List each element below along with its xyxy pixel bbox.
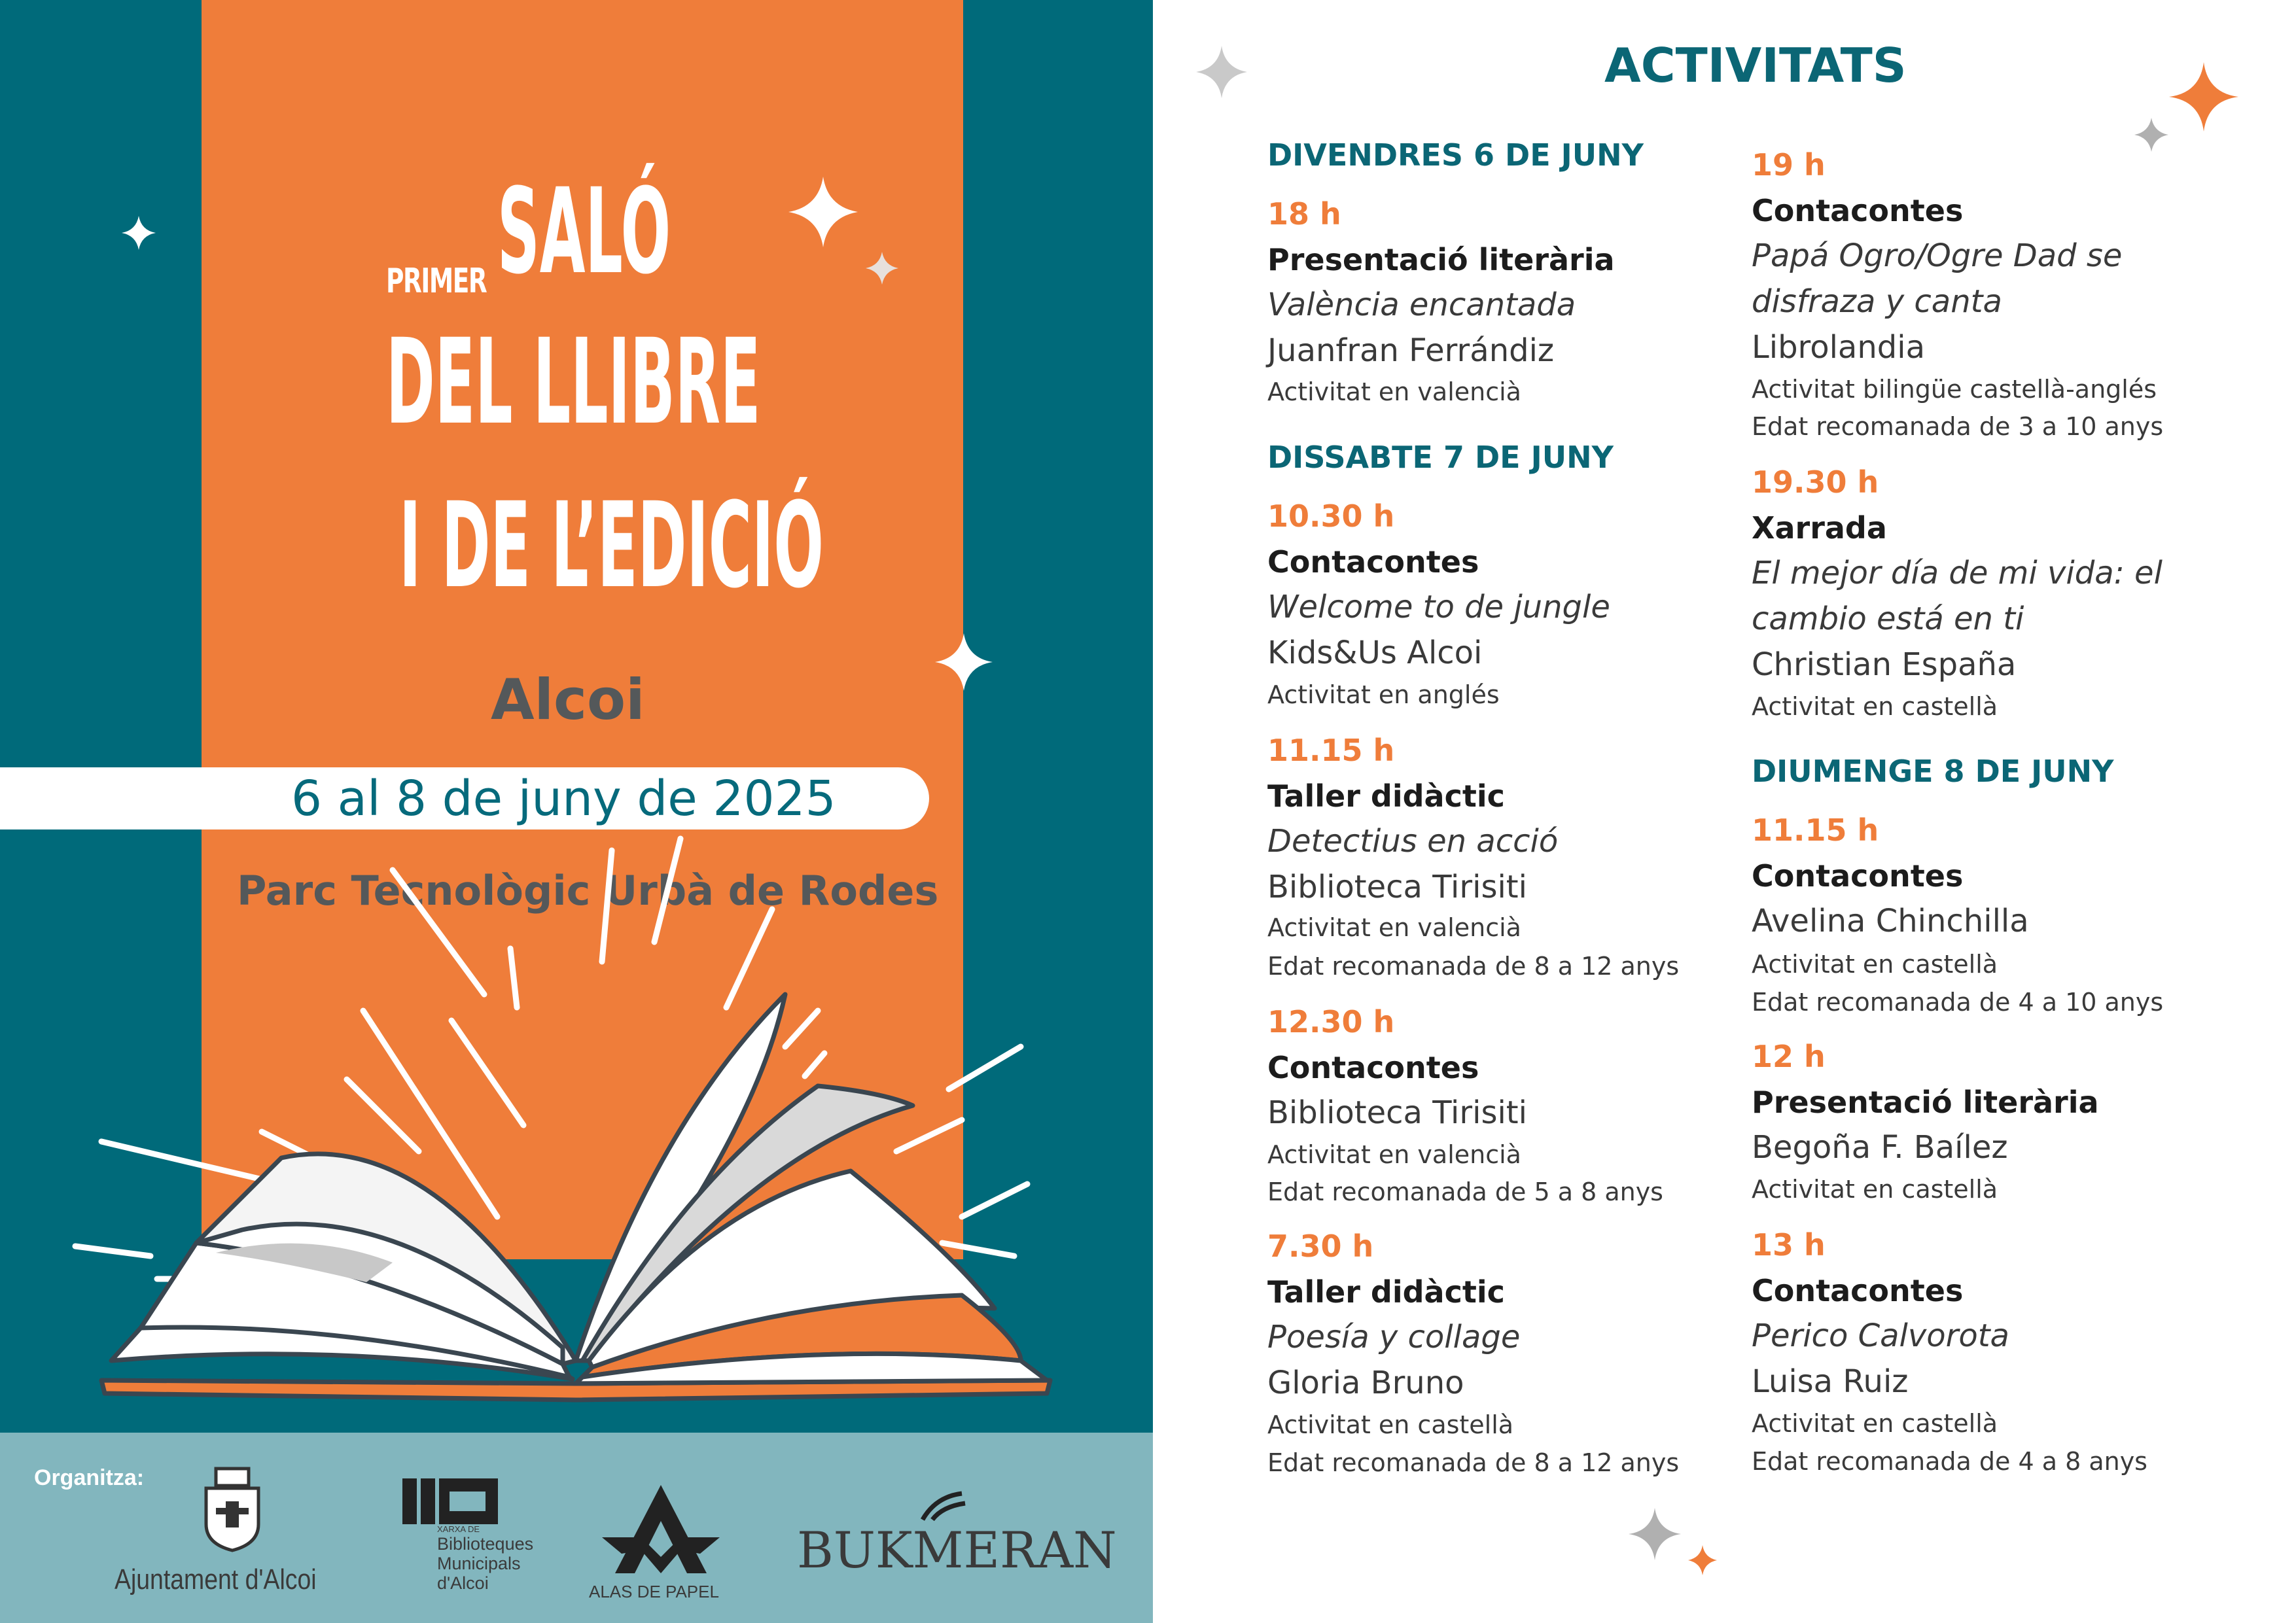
event-presenter: Christian España [1752,646,2017,683]
organizer-ajuntament-name: Ajuntament d'Alcoi [115,1563,317,1596]
open-book-illustration [0,824,1153,1433]
event-venue: Parc Tecnològic Urbà de Rodes [237,867,939,915]
sparkle-icon [935,633,993,691]
day-heading: DIVENDRES 6 DE JUNY [1267,137,1644,173]
event-note: Edat recomanada de 4 a 8 anys [1752,1447,2147,1476]
event-time: 18 h [1267,196,1341,232]
event-presenter: Luisa Ruiz [1752,1363,1909,1400]
event-presenter: Librolandia [1752,329,1925,366]
organizer-library-top: XARXA DE [437,1524,480,1534]
event-type: Contacontes [1267,1050,1479,1085]
sparkle-icon [866,252,898,285]
title-line-3: I DE L’EDICIÓ [399,478,824,614]
event-note: Edat recomanada de 8 a 12 anys [1267,1448,1680,1477]
event-presenter: Begoña F. Baílez [1752,1129,2008,1166]
event-work: Detectius en acció [1267,823,1559,860]
organizer-library-line-2: Municipals [437,1554,521,1573]
event-note: Activitat en castellà [1267,1410,1514,1439]
title-line-2: DEL LLIBRE [386,314,761,451]
event-time: 12 h [1752,1039,1826,1074]
event-presenter: Juanfran Ferrándiz [1267,332,1555,369]
event-time: 19 h [1752,147,1826,183]
event-dates: 6 al 8 de juny de 2025 [291,771,836,827]
event-time: 12.30 h [1267,1004,1395,1039]
event-work-line-1: Papá Ogro/Ogre Dad se [1752,237,2123,274]
event-type: Xarrada [1752,510,1887,546]
title-prefix: PRIMER [386,262,487,301]
organizer-library-line-3: d'Alcoi [437,1573,489,1593]
program-heading: ACTIVITATS [1604,38,1907,93]
city-name: Alcoi [491,667,645,733]
sparkle-icon [1629,1508,1681,1560]
event-note: Edat recomanada de 4 a 10 anys [1752,988,2164,1017]
event-presenter: Kids&Us Alcoi [1267,635,1483,671]
event-note: Activitat bilingüe castellà-anglés [1752,375,2157,404]
event-presenter: Avelina Chinchilla [1752,903,2029,939]
sparkle-icon [2134,118,2168,152]
event-note: Activitat en castellà [1752,692,1998,721]
event-type: Contacontes [1752,1273,1964,1308]
event-work-line-2: cambio está en ti [1752,601,2024,637]
day-heading: DIUMENGE 8 DE JUNY [1752,754,2114,789]
organizers-label: Organitza: [34,1465,145,1490]
sparkle-icon [122,216,156,250]
event-note: Activitat en anglés [1267,680,1500,709]
event-work: Perico Calvorota [1752,1318,2009,1354]
sparkle-icon [1688,1545,1717,1575]
library-logo-icon [402,1475,501,1527]
event-note: Activitat en castellà [1752,1409,1998,1438]
event-note: Activitat en valencià [1267,377,1521,406]
event-note: Edat recomanada de 3 a 10 anys [1752,412,2164,441]
event-work: Welcome to de jungle [1267,589,1610,625]
event-note: Activitat en valencià [1267,913,1521,942]
event-work: València encantada [1267,287,1576,323]
event-presenter: Biblioteca Tirisiti [1267,1094,1527,1131]
event-type: Taller didàctic [1267,1274,1505,1310]
sparkle-icon [1196,46,1247,98]
event-time: 11.15 h [1267,733,1395,768]
event-presenter: Gloria Bruno [1267,1365,1464,1401]
event-type: Presentació literària [1752,1085,2099,1120]
organizer-library-line-1: Biblioteques [437,1534,534,1554]
coat-of-arms-icon [196,1462,268,1554]
event-time: 7.30 h [1267,1229,1374,1264]
organizer-alas-name: ALAS DE PAPEL [589,1582,719,1601]
event-type: Taller didàctic [1267,778,1505,814]
day-heading: DISSABTE 7 DE JUNY [1267,440,1614,475]
event-work-line-1: El mejor día de mi vida: el [1752,555,2163,591]
event-type: Presentació literària [1267,242,1615,277]
bukmeran-logo-icon [916,1490,975,1523]
event-time: 19.30 h [1752,464,1879,500]
organizer-bukmeran-name: BUKMERAN [797,1521,1117,1579]
event-time: 11.15 h [1752,812,1879,848]
sparkle-icon [788,177,858,247]
event-note: Edat recomanada de 8 a 12 anys [1267,952,1680,981]
event-presenter: Biblioteca Tirisiti [1267,869,1527,905]
event-time: 13 h [1752,1227,1826,1263]
event-note: Activitat en castellà [1752,1175,1998,1204]
event-work: Poesía y collage [1267,1319,1521,1355]
event-work-line-2: disfraza y canta [1752,283,2002,320]
event-type: Contacontes [1752,858,1964,894]
event-note: Edat recomanada de 5 a 8 anys [1267,1178,1663,1206]
event-type: Contacontes [1752,193,1964,228]
sparkle-icon [2169,62,2238,131]
alas-de-papel-logo-icon [602,1482,720,1580]
event-note: Activitat en castellà [1752,950,1998,979]
event-type: Contacontes [1267,544,1479,580]
event-note: Activitat en valencià [1267,1140,1521,1169]
title-line-1: SALÓ [497,164,671,300]
event-time: 10.30 h [1267,498,1395,534]
